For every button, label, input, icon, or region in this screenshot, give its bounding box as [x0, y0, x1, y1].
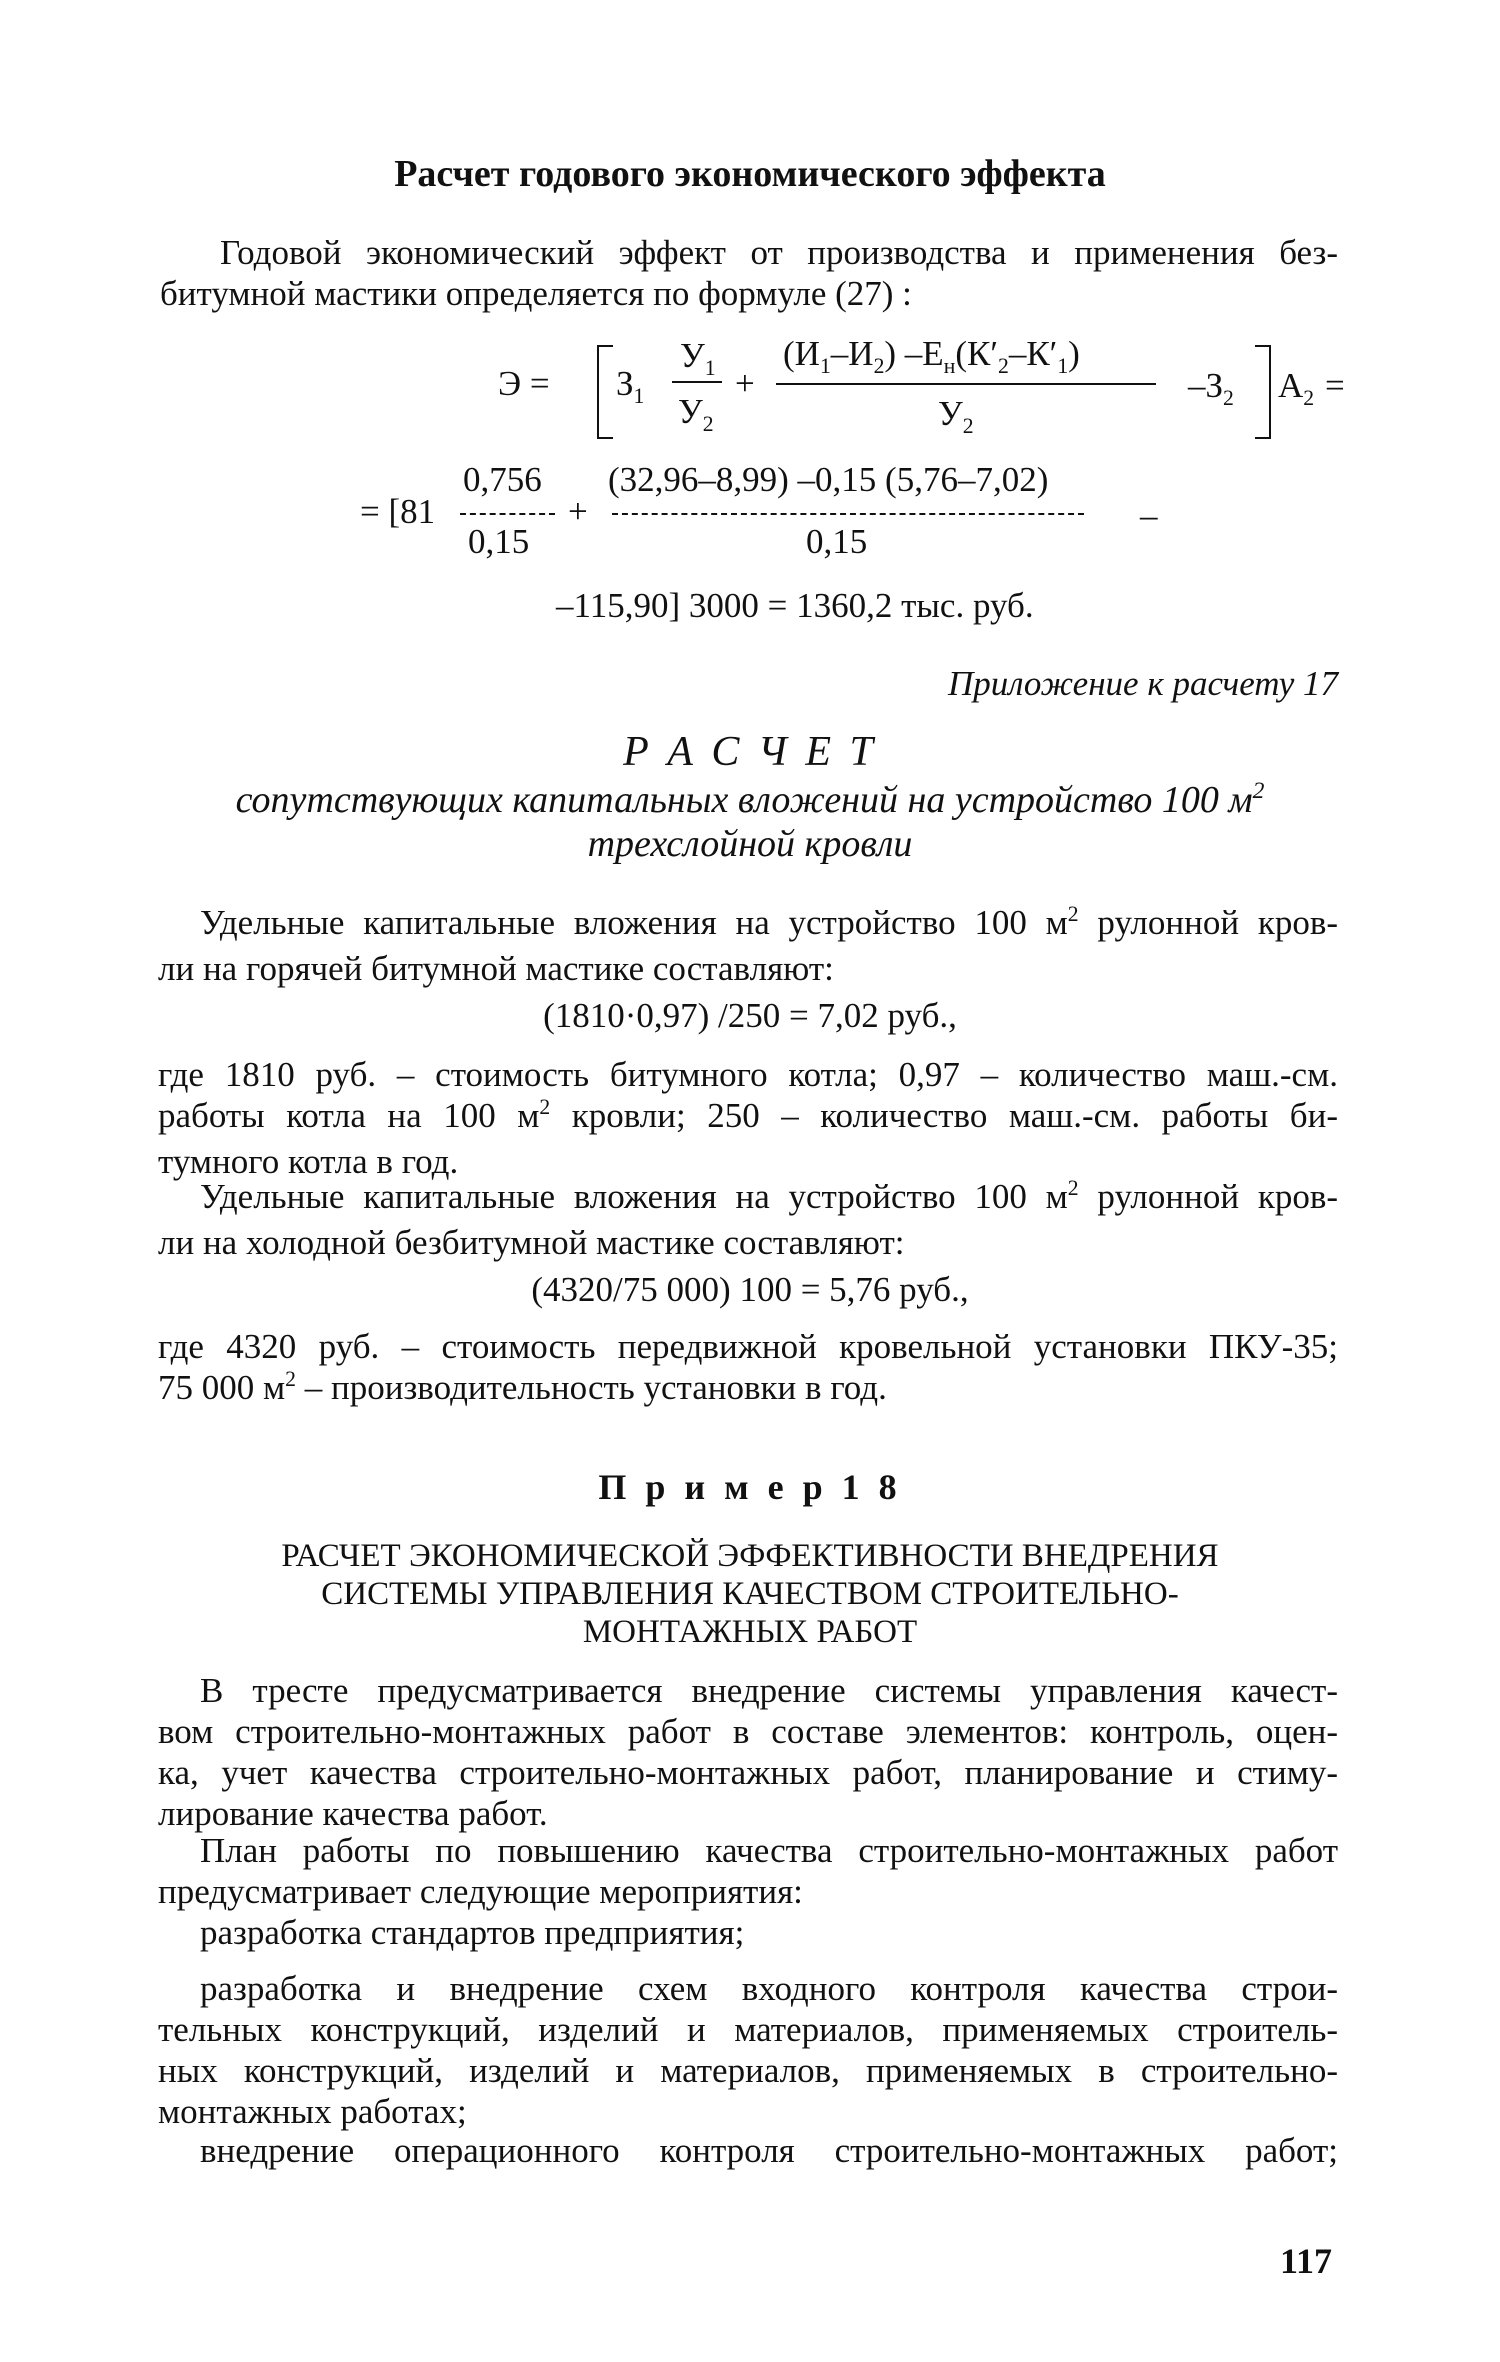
section-title-line: МОНТАЖНЫХ РАБОТ: [582, 1614, 918, 1650]
formula-equals: =: [1325, 366, 1345, 405]
section-title-line: РАСЧЕТ ЭКОНОМИЧЕСКОЙ ЭФФЕКТИВНОСТИ ВНЕДРЕНИЯ: [281, 1538, 1219, 1574]
paragraph-line: ных конструкций, изделий и материалов, применяемых в строительно-: [158, 2051, 1338, 2090]
paragraph: [158, 1968, 1338, 2132]
paragraph-line: тумного котла в год.: [158, 1142, 459, 1181]
page-number: 117: [1279, 2241, 1332, 2281]
formula-z1: $З_1$: [616, 364, 645, 408]
formula-y1: $У_1$: [680, 336, 716, 380]
paragraph: [158, 1176, 1338, 1263]
paragraph-line: ли на горячей битумной мастике составляют:: [158, 949, 834, 988]
formula-lead: = [81: [360, 492, 436, 531]
formula-a2: $А_2$: [1278, 366, 1315, 410]
equation: (1810·0,97) /250 = 7,02 руб.,: [543, 996, 957, 1035]
formula-lhs: Э =: [498, 364, 550, 403]
paragraph: [158, 1054, 1338, 1182]
formula-denominator: $У_2$: [938, 394, 974, 438]
intro-paragraph: [160, 232, 1338, 314]
paragraph-line: где 1810 руб. – стоимость битумного котла; 0,97 – количество маш.-см.: [158, 1055, 1338, 1094]
appendix-label: Приложение к расчету 17: [947, 664, 1338, 703]
paragraph-line: внедрение операционного контроля строительно-монтажных работ;: [200, 2131, 1338, 2170]
fraction-denominator: 0,15: [468, 522, 530, 561]
raschet-subtitle-line2: трехслойной кровли: [587, 823, 913, 865]
example-heading: П р и м е р 1 8: [598, 1467, 902, 1507]
paragraph-line: работы котла на 100 $м^2$ кровли; 250 – количество маш.-см. работы би-: [158, 1094, 1338, 1135]
paragraph-line: ка, учет качества строительно-монтажных работ, планирование и стиму-: [158, 1753, 1338, 1792]
paragraph: [158, 1912, 1338, 1953]
paragraph-line: тельных конструкций, изделий и материалов, применяемых строитель-: [158, 2010, 1338, 2049]
paragraph-line: предусматривает следующие мероприятия:: [158, 1872, 803, 1911]
fraction-dashes: [612, 513, 1084, 515]
paragraph-line: разработка и внедрение схем входного контроля качества строи-: [200, 1969, 1338, 2008]
paragraph: [158, 2130, 1338, 2171]
fraction-bar: [776, 383, 1156, 385]
paragraph-line: В тресте предусматривается внедрение системы управления качест-: [200, 1671, 1338, 1710]
formula-plus: +: [568, 492, 588, 531]
fraction-numerator: 0,756: [463, 460, 542, 499]
paragraph-line: вом строительно-монтажных работ в составе элементов: контроль, оцен-: [158, 1712, 1338, 1751]
paragraph-line: Удельные капитальные вложения на устройство 100 $м^2$ рулонной кров-: [200, 1175, 1339, 1216]
paragraph: [158, 1670, 1338, 1834]
paragraph: [158, 1326, 1338, 1413]
paragraph: [158, 902, 1338, 989]
fraction-bar: [672, 381, 722, 383]
left-bracket: [597, 345, 613, 439]
intro-line: Годовой экономический эффект от производства и применения без-: [220, 233, 1338, 272]
formula-numerator: $(И_1-И_2)$ $-Е_н(К'_2-К'_1)$: [783, 334, 1080, 378]
formula-y2: $У_2$: [678, 392, 714, 436]
raschet-title: Р А С Ч Е Т: [623, 729, 877, 775]
paragraph-line: разработка стандартов предприятия;: [200, 1913, 745, 1952]
paragraph: [158, 1830, 1338, 1912]
section-title: Расчет годового экономического эффекта: [394, 153, 1106, 195]
section-title-line: СИСТЕМЫ УПРАВЛЕНИЯ КАЧЕСТВОМ СТРОИТЕЛЬНО-: [321, 1576, 1179, 1612]
paragraph-line: План работы по повышению качества строительно-монтажных работ: [200, 1831, 1338, 1870]
paragraph-line: лирование качества работ.: [158, 1794, 548, 1833]
formula-result: –115,90] 3000 = 1360,2 тыс. руб.: [556, 586, 1034, 625]
fraction-denominator: 0,15: [806, 522, 868, 561]
fraction-numerator: (32,96–8,99) –0,15 (5,76–7,02): [608, 460, 1049, 499]
paragraph-line: ли на холодной безбитумной мастике составляют:: [158, 1223, 905, 1262]
formula-trail: –: [1140, 496, 1158, 535]
right-bracket: [1255, 345, 1271, 439]
paragraph-line: 75 000 $м^2$ – производительность установки в год.: [158, 1366, 887, 1407]
paragraph-line: где 4320 руб. – стоимость передвижной кровельной установки ПКУ-35;: [158, 1327, 1338, 1366]
fraction-dashes: [460, 513, 555, 515]
formula-plus: +: [735, 364, 755, 403]
paragraph-line: монтажных работах;: [158, 2092, 467, 2131]
intro-line: битумной мастики определяется по формуле (27) :: [160, 274, 912, 313]
raschet-subtitle: сопутствующих капитальных вложений на устройство 100 $м^2$: [235, 777, 1265, 821]
paragraph-line: Удельные капитальные вложения на устройство 100 $м^2$ рулонной кров-: [200, 901, 1339, 942]
equation: (4320/75 000) 100 = 5,76 руб.,: [531, 1270, 969, 1309]
formula-z2: $-З_2$: [1188, 366, 1234, 410]
